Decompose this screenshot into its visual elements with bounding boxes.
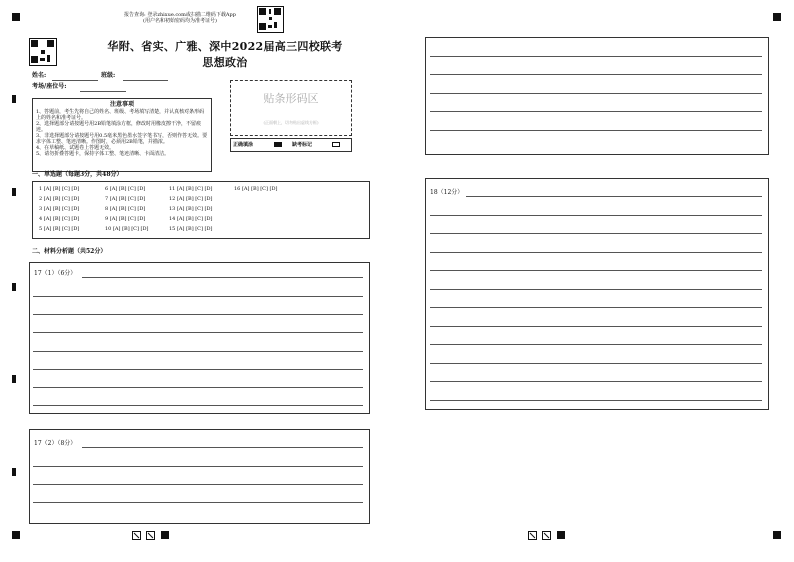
option-bubbles[interactable]: [A] [B] [C] [D] — [176, 226, 213, 232]
answer-line[interactable] — [430, 307, 762, 308]
name-underline — [52, 80, 98, 81]
answer-line[interactable] — [430, 289, 762, 290]
answer-line[interactable] — [430, 363, 762, 364]
page-marker-icon — [557, 531, 565, 539]
choice-row[interactable] — [39, 216, 79, 222]
absent-mark-checkbox[interactable] — [332, 142, 340, 147]
answer-line[interactable] — [33, 369, 363, 370]
choice-answer-box — [32, 181, 370, 239]
choice-row[interactable] — [169, 196, 212, 202]
option-bubbles[interactable]: [A] [B] [C] [D] — [176, 216, 213, 222]
seat-label: 考场/座位号: — [32, 83, 67, 90]
choice-row[interactable] — [39, 186, 79, 192]
instruction-item: 2、选择题部分请按题号用2B铅笔填涂方框，修改时用橡皮擦干净，不留痕迹。 — [36, 121, 202, 133]
exam-title — [60, 38, 390, 70]
question-number: 12 — [169, 196, 176, 202]
option-bubbles[interactable]: [A] [B] [C] [D] — [109, 186, 146, 192]
answer-line[interactable] — [82, 447, 363, 448]
correct-fill-label: 正确填涂 — [233, 142, 254, 148]
notice-line-2: (用户名和初始密码均为准考证号) — [143, 18, 217, 24]
timing-mark — [12, 283, 16, 291]
fill-legend — [230, 138, 352, 152]
answer-line[interactable] — [466, 196, 762, 197]
notice-line-1: 报告查询: 登录zhixue.com或扫描二维码下载App — [124, 12, 236, 18]
timing-mark — [12, 468, 16, 476]
question-17-2-label: 17（2）（8分） — [34, 440, 77, 447]
section1-heading: 一、单选题（每题3分，共48分） — [32, 171, 123, 178]
timing-mark — [773, 13, 781, 21]
answer-line[interactable] — [430, 74, 762, 75]
instructions-heading: 注意事项 — [109, 101, 134, 108]
answer-line[interactable] — [430, 130, 762, 131]
answer-line[interactable] — [430, 400, 762, 401]
option-bubbles[interactable]: [A] [B] [C] [D] — [109, 206, 146, 212]
choice-row[interactable] — [169, 186, 212, 192]
choice-row[interactable] — [105, 206, 145, 212]
title-line-1: 华附、省实、广雅、深中2022届高三四校联考 — [107, 40, 343, 53]
option-bubbles[interactable]: [A] [B] [C] [D] — [43, 226, 80, 232]
instruction-item: 5、请勿折叠答题卡，保持字体工整、笔迹清晰、卡面清洁。 — [36, 151, 170, 157]
choice-row[interactable] — [105, 186, 145, 192]
option-bubbles[interactable]: [A] [B] [C] [D] — [176, 206, 213, 212]
timing-mark — [12, 188, 16, 196]
question-number: 2 — [39, 196, 43, 202]
timing-mark — [773, 531, 781, 539]
choice-row[interactable] — [169, 216, 212, 222]
choice-row[interactable] — [39, 206, 79, 212]
absent-mark-label: 缺考标记 — [292, 142, 313, 148]
answer-line[interactable] — [430, 233, 762, 234]
question-number: 11 — [169, 186, 176, 192]
answer-line[interactable] — [33, 296, 363, 297]
title-line-2: 思想政治 — [202, 56, 248, 69]
question-number: 15 — [169, 226, 176, 232]
choice-row[interactable] — [169, 226, 212, 232]
option-bubbles[interactable]: [A] [B] [C] [D] — [43, 216, 80, 222]
option-bubbles[interactable]: [A] [B] [C] [D] — [43, 186, 80, 192]
answer-box-17-2[interactable] — [29, 429, 370, 524]
question-number: 14 — [169, 216, 176, 222]
instruction-item: 1、答题前，考生先将自己的姓名、班级、考场填写清楚，并认真核对条形码上的姓名和准考证号。 — [36, 109, 205, 121]
choice-row[interactable] — [39, 196, 79, 202]
question-number: 4 — [39, 216, 43, 222]
question-number: 10 — [105, 226, 112, 232]
choice-row[interactable] — [169, 206, 212, 212]
choice-row[interactable] — [105, 216, 145, 222]
section2-heading: 二、材料分析题（共52分） — [32, 248, 107, 255]
qr-code-icon[interactable] — [257, 6, 284, 33]
page-marker-icon — [146, 531, 155, 540]
answer-box-18[interactable] — [425, 178, 769, 410]
seat-underline — [80, 91, 126, 92]
instruction-item: 3、非选择题部分请按题号用0.5毫米黑色墨水签字笔书写，否则作答无效。要求字体工整、笔迹清晰。作图时，必须用2B铅笔，并描浓。 — [36, 133, 208, 145]
timing-mark — [12, 95, 16, 103]
page-marker-icon — [528, 531, 537, 540]
seat-field[interactable] — [32, 83, 66, 91]
barcode-hint: (正面朝上，切勿贴出虚线方框) — [263, 120, 319, 125]
student-qr-code-icon — [29, 38, 57, 66]
answer-line[interactable] — [430, 111, 762, 112]
choice-row[interactable] — [105, 226, 148, 232]
question-number: 16 — [234, 186, 241, 192]
question-number: 9 — [105, 216, 109, 222]
answer-line[interactable] — [430, 93, 762, 94]
answer-line[interactable] — [430, 56, 762, 57]
class-label: 班级: — [101, 72, 116, 79]
report-notice — [110, 12, 250, 24]
answer-line[interactable] — [33, 502, 363, 503]
answer-box-17-1[interactable] — [29, 262, 370, 414]
answer-line[interactable] — [430, 270, 762, 271]
choice-row[interactable] — [39, 226, 79, 232]
choice-row[interactable] — [105, 196, 145, 202]
question-number: 3 — [39, 206, 43, 212]
question-number: 5 — [39, 226, 43, 232]
class-field[interactable] — [101, 72, 115, 80]
answer-line[interactable] — [430, 326, 762, 327]
option-bubbles[interactable]: [A] [B] [C] [D] — [241, 186, 278, 192]
answer-line[interactable] — [33, 387, 363, 388]
answer-line[interactable] — [33, 332, 363, 333]
answer-line[interactable] — [430, 252, 762, 253]
answer-line[interactable] — [430, 381, 762, 382]
name-label: 姓名: — [32, 72, 47, 79]
question-number: 8 — [105, 206, 109, 212]
question-number: 7 — [105, 196, 109, 202]
barcode-area[interactable] — [230, 80, 352, 136]
option-bubbles[interactable]: [A] [B] [C] [D] — [43, 196, 80, 202]
option-bubbles[interactable]: [A] [B] [C] [D] — [176, 196, 213, 202]
answer-line[interactable] — [33, 351, 363, 352]
timing-mark — [12, 13, 20, 21]
answer-line[interactable] — [33, 314, 363, 315]
correct-fill-sample — [274, 142, 282, 147]
page-marker-icon — [132, 531, 141, 540]
option-bubbles[interactable]: [A] [B] [C] [D] — [112, 226, 149, 232]
question-number: 13 — [169, 206, 176, 212]
option-bubbles[interactable]: [A] [B] [C] [D] — [43, 206, 80, 212]
answer-line[interactable] — [33, 484, 363, 485]
question-number: 1 — [39, 186, 43, 192]
barcode-label: 贴条形码区 — [263, 92, 319, 105]
choice-row[interactable] — [234, 186, 277, 192]
answer-box-continued[interactable] — [425, 37, 769, 155]
option-bubbles[interactable]: [A] [B] [C] [D] — [176, 186, 213, 192]
question-17-1-label: 17（1）（6分） — [34, 270, 77, 277]
option-bubbles[interactable]: [A] [B] [C] [D] — [109, 196, 146, 202]
instructions-box — [32, 98, 212, 172]
timing-mark — [12, 375, 16, 383]
instruction-item: 4、在草稿纸、试题卷上答题无效。 — [36, 145, 115, 151]
answer-line[interactable] — [430, 215, 762, 216]
page-marker-icon — [542, 531, 551, 540]
answer-line[interactable] — [82, 277, 363, 278]
answer-line[interactable] — [33, 466, 363, 467]
question-18-label: 18（12分） — [430, 189, 464, 196]
class-underline — [123, 80, 168, 81]
question-number: 6 — [105, 186, 109, 192]
answer-line[interactable] — [430, 344, 762, 345]
timing-mark — [12, 531, 20, 539]
name-field[interactable] — [32, 72, 46, 80]
page-marker-icon — [161, 531, 169, 539]
answer-line[interactable] — [33, 405, 363, 406]
option-bubbles[interactable]: [A] [B] [C] [D] — [109, 216, 146, 222]
